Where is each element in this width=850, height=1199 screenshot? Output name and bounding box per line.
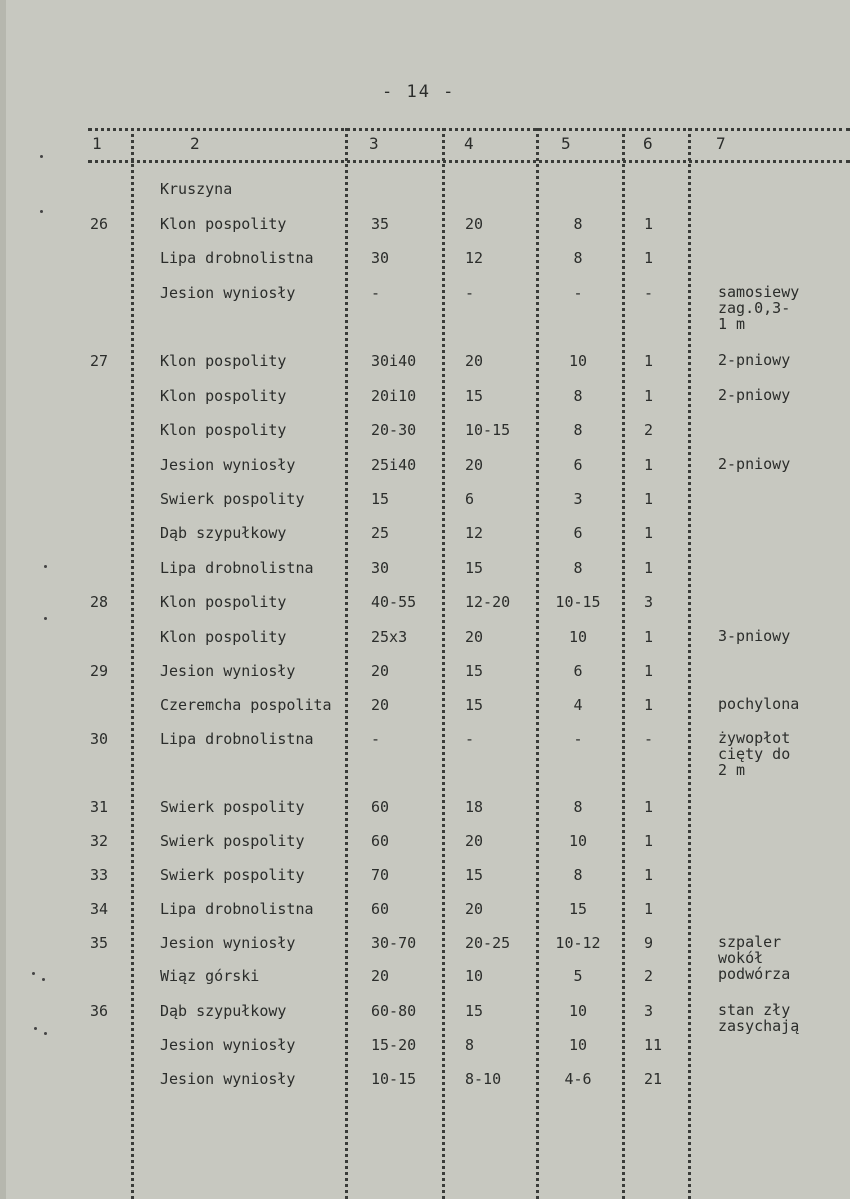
- cell-col5: 10-15: [555, 593, 601, 611]
- cell-col4: 12: [465, 524, 484, 542]
- cell-col5: 8: [573, 798, 583, 816]
- page-edge: [0, 0, 6, 1199]
- species-name: Dąb szypułkowy: [160, 1002, 287, 1020]
- margin-mark: [40, 155, 43, 158]
- row-number: 31: [89, 798, 109, 816]
- margin-mark: [32, 972, 35, 975]
- row-number: 26: [89, 215, 109, 233]
- cell-col5: -: [573, 730, 583, 748]
- species-name: Jesion wyniosły: [160, 934, 296, 952]
- cell-col3: 20: [371, 696, 390, 714]
- cell-col3: 60-80: [371, 1002, 417, 1020]
- row-number: 33: [89, 866, 109, 884]
- cell-col5: 10: [568, 628, 588, 646]
- cell-col3: 30: [371, 559, 390, 577]
- column-divider: [345, 128, 348, 1199]
- cell-col6: 2: [644, 421, 654, 439]
- row-number: 36: [89, 1002, 109, 1020]
- cell-col4: 8: [465, 1036, 475, 1054]
- cell-col3: 25: [371, 524, 390, 542]
- cell-col3: 30i40: [371, 352, 417, 370]
- cell-col5: 10: [568, 832, 588, 850]
- cell-col6: 3: [644, 1002, 654, 1020]
- column-divider: [688, 128, 691, 1199]
- header-top-rule: [88, 128, 850, 131]
- row-number: 32: [89, 832, 109, 850]
- cell-col3: 25i40: [371, 456, 417, 474]
- cell-col3: 20: [371, 967, 390, 985]
- cell-col6: -: [644, 730, 654, 748]
- cell-col5: 10-12: [555, 934, 601, 952]
- cell-col6: 1: [644, 387, 654, 405]
- species-name: Lipa drobnolistna: [160, 730, 314, 748]
- species-name: Jesion wyniosły: [160, 662, 296, 680]
- cell-col5: 3: [573, 490, 583, 508]
- cell-col5: 15: [568, 900, 588, 918]
- species-name: Swierk pospolity: [160, 490, 305, 508]
- column-header: 6: [643, 134, 653, 153]
- cell-col4: 8-10: [465, 1070, 502, 1088]
- species-name: Kruszyna: [160, 180, 233, 198]
- cell-col4: 15: [465, 387, 484, 405]
- cell-col6: 1: [644, 215, 654, 233]
- header-bottom-rule: [88, 160, 850, 163]
- cell-col4: 15: [465, 662, 484, 680]
- row-number: 29: [89, 662, 109, 680]
- cell-col6: 2: [644, 967, 654, 985]
- margin-mark: [42, 978, 45, 981]
- margin-mark: [40, 210, 43, 213]
- cell-col3: 15-20: [371, 1036, 417, 1054]
- cell-col5: 8: [573, 866, 583, 884]
- cell-col5: 6: [573, 524, 583, 542]
- cell-col4: 15: [465, 696, 484, 714]
- species-name: Klon pospolity: [160, 352, 287, 370]
- species-name: Swierk pospolity: [160, 832, 305, 850]
- cell-col4: 20: [465, 215, 484, 233]
- cell-col3: 20i10: [371, 387, 417, 405]
- cell-col5: 8: [573, 559, 583, 577]
- species-name: Klon pospolity: [160, 215, 287, 233]
- cell-remarks: 2-pniowy: [718, 455, 791, 473]
- cell-col4: 20: [465, 456, 484, 474]
- cell-col6: 11: [644, 1036, 663, 1054]
- margin-mark: [44, 617, 47, 620]
- cell-col4: 20: [465, 832, 484, 850]
- margin-mark: [34, 1027, 37, 1030]
- cell-col5: 8: [573, 215, 583, 233]
- page-number: - 14 -: [382, 82, 456, 102]
- cell-col3: 30: [371, 249, 390, 267]
- cell-col6: 3: [644, 593, 654, 611]
- cell-col3: 35: [371, 215, 390, 233]
- cell-col6: 1: [644, 832, 654, 850]
- cell-col3: 60: [371, 798, 390, 816]
- cell-col6: 1: [644, 866, 654, 884]
- cell-col4: 20-25: [465, 934, 511, 952]
- cell-col3: 15: [371, 490, 390, 508]
- cell-col6: 1: [644, 662, 654, 680]
- cell-col3: 25x3: [371, 628, 408, 646]
- column-divider: [536, 128, 539, 1199]
- species-name: Czeremcha pospolita: [160, 696, 332, 714]
- column-divider: [622, 128, 625, 1199]
- margin-mark: [44, 565, 47, 568]
- column-header: 2: [190, 134, 200, 153]
- row-number: 34: [89, 900, 109, 918]
- cell-col5: 10: [568, 1036, 588, 1054]
- cell-col5: 5: [573, 967, 583, 985]
- species-name: Klon pospolity: [160, 387, 287, 405]
- cell-col4: 15: [465, 559, 484, 577]
- cell-col3: 60: [371, 900, 390, 918]
- column-header: 5: [561, 134, 571, 153]
- cell-col6: 1: [644, 798, 654, 816]
- row-number: 35: [89, 934, 109, 952]
- cell-col4: 15: [465, 866, 484, 884]
- cell-col3: 40-55: [371, 593, 417, 611]
- species-name: Lipa drobnolistna: [160, 559, 314, 577]
- species-name: Lipa drobnolistna: [160, 900, 314, 918]
- cell-col5: 8: [573, 387, 583, 405]
- cell-remarks: żywopłot cięty do 2 m: [718, 729, 791, 779]
- cell-col6: 1: [644, 352, 654, 370]
- species-name: Jesion wyniosły: [160, 456, 296, 474]
- cell-col4: 12-20: [465, 593, 511, 611]
- cell-col4: 18: [465, 798, 484, 816]
- cell-col4: 20: [465, 900, 484, 918]
- cell-col3: -: [371, 730, 381, 748]
- cell-col3: 30-70: [371, 934, 417, 952]
- cell-col4: 10: [465, 967, 484, 985]
- column-divider: [442, 128, 445, 1199]
- cell-col5: 8: [573, 249, 583, 267]
- cell-col6: 1: [644, 559, 654, 577]
- cell-col4: 10-15: [465, 421, 511, 439]
- cell-col4: -: [465, 730, 475, 748]
- column-header: 4: [464, 134, 474, 153]
- cell-col5: 4: [573, 696, 583, 714]
- row-number: 28: [89, 593, 109, 611]
- cell-col3: 10-15: [371, 1070, 417, 1088]
- cell-col3: -: [371, 284, 381, 302]
- column-header: 1: [92, 134, 102, 153]
- cell-remarks: 2-pniowy: [718, 351, 791, 369]
- species-name: Swierk pospolity: [160, 798, 305, 816]
- cell-remarks: pochylona: [718, 695, 800, 713]
- cell-col6: 1: [644, 524, 654, 542]
- cell-col5: 10: [568, 352, 588, 370]
- cell-col3: 70: [371, 866, 390, 884]
- cell-col6: -: [644, 284, 654, 302]
- cell-col5: 8: [573, 421, 583, 439]
- cell-col4: 15: [465, 1002, 484, 1020]
- column-header: 3: [369, 134, 379, 153]
- cell-col4: 20: [465, 352, 484, 370]
- cell-col4: 20: [465, 628, 484, 646]
- cell-col4: -: [465, 284, 475, 302]
- species-name: Wiąz górski: [160, 967, 260, 985]
- margin-mark: [44, 1032, 47, 1035]
- row-number: 30: [89, 730, 109, 748]
- cell-col3: 20-30: [371, 421, 417, 439]
- cell-col5: -: [573, 284, 583, 302]
- cell-col5: 6: [573, 662, 583, 680]
- species-name: Jesion wyniosły: [160, 1036, 296, 1054]
- cell-remarks: samosiewy zag.0,3- 1 m: [718, 283, 800, 333]
- species-name: Swierk pospolity: [160, 866, 305, 884]
- cell-col6: 1: [644, 628, 654, 646]
- cell-col6: 9: [644, 934, 654, 952]
- cell-col5: 10: [568, 1002, 588, 1020]
- species-name: Klon pospolity: [160, 593, 287, 611]
- species-name: Klon pospolity: [160, 628, 287, 646]
- species-name: Jesion wyniosły: [160, 284, 296, 302]
- cell-remarks: stan zły zasychają: [718, 1001, 800, 1035]
- cell-col5: 6: [573, 456, 583, 474]
- cell-col4: 6: [465, 490, 475, 508]
- cell-col3: 20: [371, 662, 390, 680]
- species-name: Klon pospolity: [160, 421, 287, 439]
- cell-col4: 12: [465, 249, 484, 267]
- row-number: 27: [89, 352, 109, 370]
- cell-col6: 1: [644, 696, 654, 714]
- species-name: Jesion wyniosły: [160, 1070, 296, 1088]
- cell-col5: 4-6: [564, 1070, 592, 1088]
- column-header: 7: [716, 134, 726, 153]
- cell-col6: 1: [644, 456, 654, 474]
- cell-remarks: 2-pniowy: [718, 386, 791, 404]
- column-divider: [131, 128, 134, 1199]
- cell-col6: 21: [644, 1070, 663, 1088]
- cell-col6: 1: [644, 249, 654, 267]
- species-name: Dąb szypułkowy: [160, 524, 287, 542]
- cell-col3: 60: [371, 832, 390, 850]
- cell-remarks: 3-pniowy: [718, 627, 791, 645]
- species-name: Lipa drobnolistna: [160, 249, 314, 267]
- cell-remarks: szpaler wokół podwórza: [718, 933, 791, 983]
- cell-col6: 1: [644, 490, 654, 508]
- cell-col6: 1: [644, 900, 654, 918]
